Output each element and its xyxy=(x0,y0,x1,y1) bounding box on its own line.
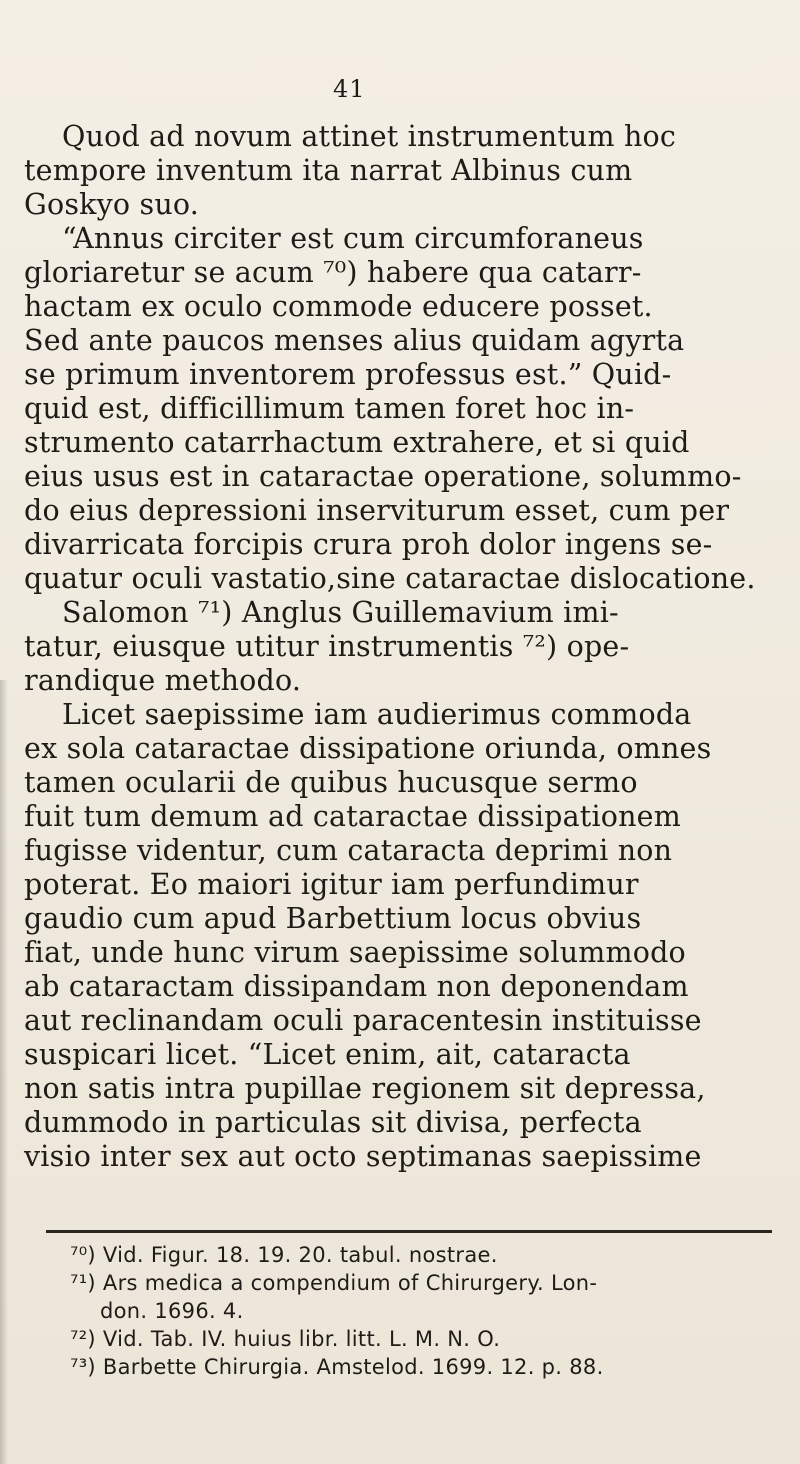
text-line: Licet saepissime iam audierimus commoda xyxy=(62,698,692,731)
page-number: 41 xyxy=(333,75,366,103)
text-line: Goskyo suo. xyxy=(24,188,200,221)
text-line: tempore inventum ita narrat Albinus cum xyxy=(24,154,633,187)
text-line: Salomon ⁷¹) Anglus Guillemavium imi- xyxy=(62,596,619,629)
footnote-73: ⁷³) Barbette Chirurgia. Amstelod. 1699. 12. p. 88. xyxy=(70,1355,604,1379)
text-line: ab cataractam dissipandam non deponendam xyxy=(24,970,689,1003)
text-line: hactam ex oculo commode educere posset. xyxy=(24,290,653,323)
footnote-71-cont: don. 1696. 4. xyxy=(100,1299,244,1323)
text-line: strumento catarrhactum extrahere, et si quid xyxy=(24,426,690,459)
text-line: quid est, difficillimum tamen foret hoc in- xyxy=(24,392,635,425)
text-line: fuit tum demum ad cataractae dissipationem xyxy=(24,800,681,833)
text-line: suspicari licet. “Licet enim, ait, cataracta xyxy=(24,1038,631,1071)
text-line: Quod ad novum attinet instrumentum hoc xyxy=(62,120,677,153)
footnote-71: ⁷¹) Ars medica a compendium of Chirurgery. Lon- xyxy=(70,1271,598,1295)
text-line: se primum inventorem professus est.” Quid- xyxy=(24,358,672,391)
text-line: gaudio cum apud Barbettium locus obvius xyxy=(24,902,642,935)
text-line: Sed ante paucos menses alius quidam agyrta xyxy=(24,324,685,357)
text-line: tamen ocularii de quibus hucusque sermo xyxy=(24,766,638,799)
text-line: dummodo in particulas sit divisa, perfecta xyxy=(24,1106,642,1139)
text-line: poterat. Eo maiori igitur iam perfundimur xyxy=(24,868,639,901)
footnote-72: ⁷²) Vid. Tab. IV. huius libr. litt. L. M. N. O. xyxy=(70,1327,501,1351)
text-line: randique methodo. xyxy=(24,664,302,697)
page-edge-shadow xyxy=(0,680,8,1464)
footnote-70: ⁷⁰) Vid. Figur. 18. 19. 20. tabul. nostrae. xyxy=(70,1243,498,1267)
footnote-divider xyxy=(46,1230,772,1233)
text-line: non satis intra pupillae regionem sit depressa, xyxy=(24,1072,706,1105)
text-line: tatur, eiusque utitur instrumentis ⁷²) ope- xyxy=(24,630,630,663)
text-line: fugisse videntur, cum cataracta deprimi non xyxy=(24,834,673,867)
text-line: “Annus circiter est cum circumforaneus xyxy=(62,222,644,255)
text-line: gloriaretur se acum ⁷⁰) habere qua catarr- xyxy=(24,256,642,289)
text-line: aut reclinandam oculi paracentesin instituisse xyxy=(24,1004,702,1037)
text-line: ex sola cataractae dissipatione oriunda, omnes xyxy=(24,732,712,765)
text-line: quatur oculi vastatio,sine cataractae dislocatione. xyxy=(24,562,756,595)
text-line: do eius depressioni inserviturum esset, cum per xyxy=(24,494,730,527)
text-line: fiat, unde hunc virum saepissime solummodo xyxy=(24,936,686,969)
text-line: divarricata forcipis crura proh dolor ingens se- xyxy=(24,528,713,561)
text-line: eius usus est in cataractae operatione, solummo- xyxy=(24,460,742,493)
text-line: visio inter sex aut octo septimanas saepissime xyxy=(24,1140,702,1173)
